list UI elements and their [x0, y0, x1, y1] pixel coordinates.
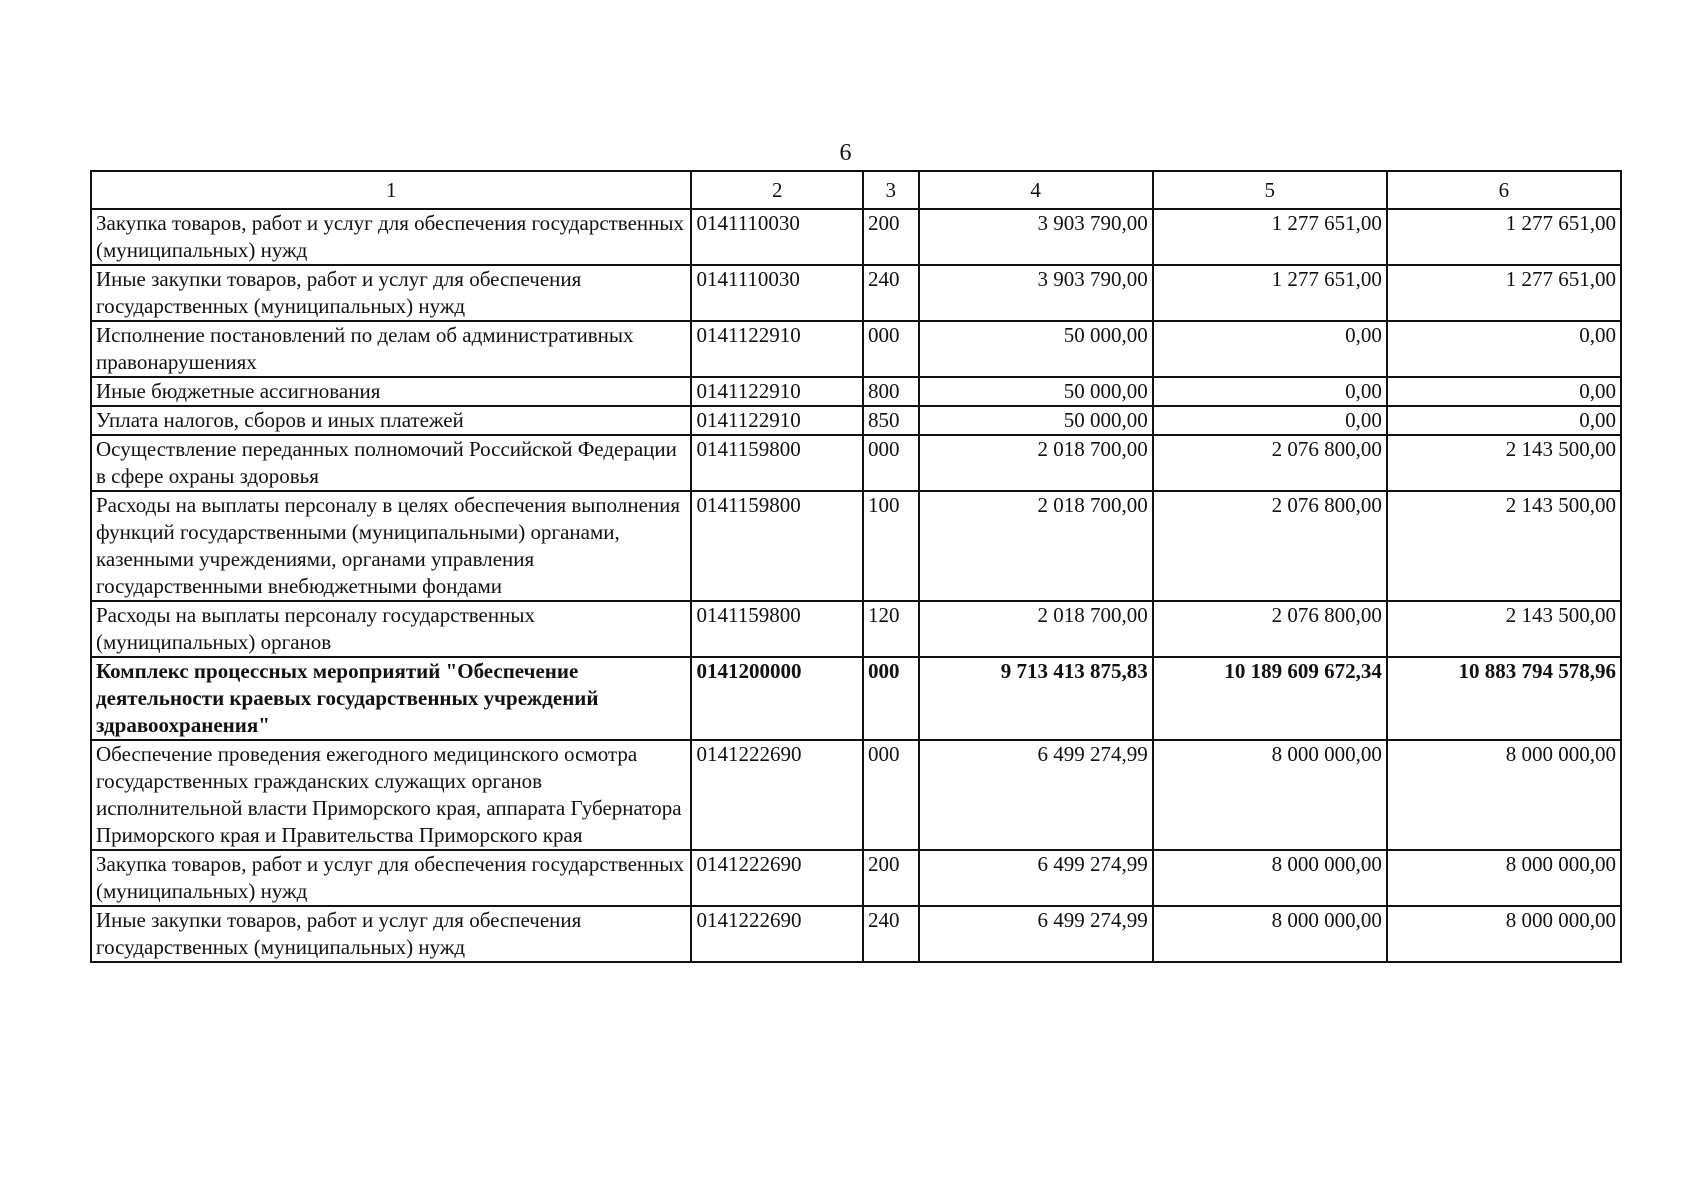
row-code: 0141122910	[691, 377, 863, 406]
row-code: 0141200000	[691, 657, 863, 740]
row-expense-type: 200	[863, 209, 919, 265]
row-amount-col4: 50 000,00	[919, 321, 1153, 377]
table-row	[91, 491, 1621, 601]
table-row	[91, 435, 1621, 491]
row-amount-col5: 2 076 800,00	[1153, 435, 1387, 491]
row-amount-col5: 8 000 000,00	[1153, 906, 1387, 962]
row-amount-col5: 2 076 800,00	[1153, 491, 1387, 601]
row-expense-type: 000	[863, 740, 919, 850]
row-amount-col5: 0,00	[1153, 321, 1387, 377]
row-amount-col5: 8 000 000,00	[1153, 850, 1387, 906]
row-expense-type: 100	[863, 491, 919, 601]
column-number-5: 5	[1153, 171, 1387, 209]
row-amount-col5: 8 000 000,00	[1153, 740, 1387, 850]
row-amount-col6: 0,00	[1387, 406, 1621, 435]
table-row	[91, 321, 1621, 377]
table-row	[91, 601, 1621, 657]
row-amount-col6: 8 000 000,00	[1387, 850, 1621, 906]
row-name: Расходы на выплаты персоналу государственных (муниципальных) органов	[91, 601, 691, 657]
row-amount-col6: 1 277 651,00	[1387, 265, 1621, 321]
row-amount-col5: 0,00	[1153, 377, 1387, 406]
row-amount-col6: 2 143 500,00	[1387, 601, 1621, 657]
column-number-6: 6	[1387, 171, 1621, 209]
row-expense-type: 800	[863, 377, 919, 406]
row-name: Расходы на выплаты персоналу в целях обеспечения выполнения функций государственными (муниципальными) органами, казенными учреждениями, органами управления государственными внебюджетными фондами	[91, 491, 691, 601]
row-expense-type: 000	[863, 321, 919, 377]
row-code: 0141222690	[691, 740, 863, 850]
row-code: 0141159800	[691, 491, 863, 601]
row-expense-type: 120	[863, 601, 919, 657]
row-amount-col4: 3 903 790,00	[919, 265, 1153, 321]
row-amount-col6: 10 883 794 578,96	[1387, 657, 1621, 740]
row-expense-type: 240	[863, 906, 919, 962]
page-number: 6	[839, 140, 852, 166]
row-amount-col4: 6 499 274,99	[919, 906, 1153, 962]
row-name: Иные закупки товаров, работ и услуг для обеспечения государственных (муниципальных) нужд	[91, 906, 691, 962]
row-expense-type: 240	[863, 265, 919, 321]
row-amount-col5: 1 277 651,00	[1153, 265, 1387, 321]
table-row	[91, 265, 1621, 321]
row-code: 0141222690	[691, 850, 863, 906]
row-code: 0141222690	[691, 906, 863, 962]
row-code: 0141159800	[691, 435, 863, 491]
row-amount-col4: 2 018 700,00	[919, 491, 1153, 601]
row-name: Исполнение постановлений по делам об административных правонарушениях	[91, 321, 691, 377]
row-code: 0141110030	[691, 209, 863, 265]
row-amount-col5: 2 076 800,00	[1153, 601, 1387, 657]
row-name: Иные бюджетные ассигнования	[91, 377, 691, 406]
row-name: Обеспечение проведения ежегодного медицинского осмотра государственных гражданских служащих органов исполнительной власти Приморского края, аппарата Губернатора Приморского края и Правительства Приморского края	[91, 740, 691, 850]
column-number-row	[91, 171, 1621, 209]
row-code: 0141159800	[691, 601, 863, 657]
row-amount-col4: 2 018 700,00	[919, 435, 1153, 491]
row-amount-col5: 1 277 651,00	[1153, 209, 1387, 265]
row-code: 0141122910	[691, 321, 863, 377]
row-amount-col6: 0,00	[1387, 321, 1621, 377]
row-amount-col6: 2 143 500,00	[1387, 435, 1621, 491]
row-amount-col4: 50 000,00	[919, 377, 1153, 406]
row-amount-col6: 8 000 000,00	[1387, 740, 1621, 850]
table-row	[91, 406, 1621, 435]
row-amount-col4: 9 713 413 875,83	[919, 657, 1153, 740]
row-amount-col4: 50 000,00	[919, 406, 1153, 435]
row-name: Осуществление переданных полномочий Российской Федерации в сфере охраны здоровья	[91, 435, 691, 491]
row-amount-col4: 2 018 700,00	[919, 601, 1153, 657]
row-amount-col6: 2 143 500,00	[1387, 491, 1621, 601]
table-row	[91, 740, 1621, 850]
row-code: 0141122910	[691, 406, 863, 435]
row-amount-col6: 1 277 651,00	[1387, 209, 1621, 265]
row-expense-type: 000	[863, 435, 919, 491]
table-row	[91, 657, 1621, 740]
column-number-3: 3	[863, 171, 919, 209]
table-body	[91, 209, 1621, 962]
row-amount-col4: 6 499 274,99	[919, 740, 1153, 850]
row-amount-col4: 6 499 274,99	[919, 850, 1153, 906]
row-name: Закупка товаров, работ и услуг для обеспечения государственных (муниципальных) нужд	[91, 209, 691, 265]
row-name: Иные закупки товаров, работ и услуг для обеспечения государственных (муниципальных) нужд	[91, 265, 691, 321]
column-number-4: 4	[919, 171, 1153, 209]
column-number-2: 2	[691, 171, 863, 209]
table-row	[91, 209, 1621, 265]
table-row	[91, 377, 1621, 406]
row-amount-col5: 10 189 609 672,34	[1153, 657, 1387, 740]
table-row	[91, 906, 1621, 962]
row-expense-type: 000	[863, 657, 919, 740]
row-name: Закупка товаров, работ и услуг для обеспечения государственных (муниципальных) нужд	[91, 850, 691, 906]
row-name: Уплата налогов, сборов и иных платежей	[91, 406, 691, 435]
row-amount-col6: 0,00	[1387, 377, 1621, 406]
row-expense-type: 200	[863, 850, 919, 906]
row-code: 0141110030	[691, 265, 863, 321]
row-expense-type: 850	[863, 406, 919, 435]
row-amount-col6: 8 000 000,00	[1387, 906, 1621, 962]
row-amount-col5: 0,00	[1153, 406, 1387, 435]
table-row	[91, 850, 1621, 906]
row-name: Комплекс процессных мероприятий "Обеспечение деятельности краевых государственных учреждений здравоохранения"	[91, 657, 691, 740]
column-number-1: 1	[91, 171, 691, 209]
row-amount-col4: 3 903 790,00	[919, 209, 1153, 265]
budget-table	[90, 170, 1622, 963]
